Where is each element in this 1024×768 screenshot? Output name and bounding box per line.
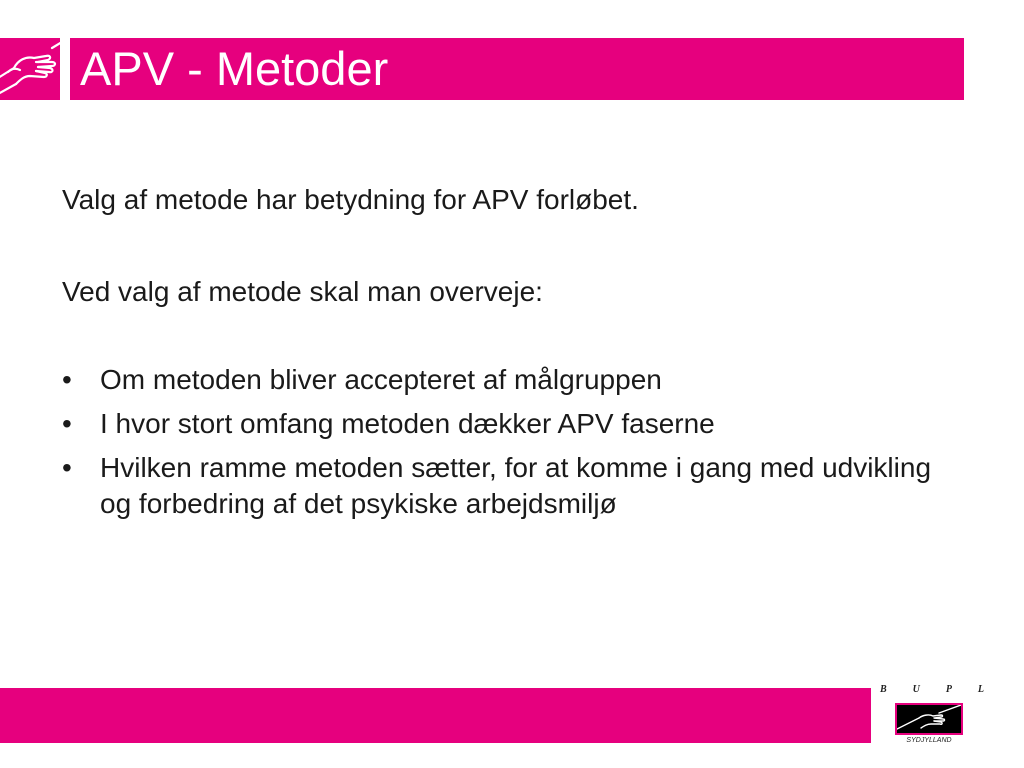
- bullet-text: I hvor stort omfang metoden dækker APV faserne: [100, 408, 715, 439]
- bullet-list: [62, 362, 962, 522]
- bullet-text: Hvilken ramme metoden sætter, for at komme i gang med udvikling og forbedring af det psykiske arbejdsmiljø: [100, 452, 932, 519]
- bullet-item: [62, 450, 962, 522]
- brand-letter: L: [977, 684, 984, 695]
- bullet-icon: •: [62, 364, 72, 395]
- intro-paragraph: Valg af metode har betydning for APV forløbet.: [62, 184, 639, 215]
- slide-content: [62, 182, 962, 530]
- handshake-logo-icon: [0, 38, 60, 100]
- brand-letter: U: [912, 684, 920, 695]
- slide-title: APV - Metoder: [80, 42, 389, 95]
- bullet-text: Om metoden bliver accepteret af målgruppen: [100, 364, 662, 395]
- bullet-icon: •: [62, 452, 72, 483]
- handshake-icon: [895, 703, 963, 735]
- brand-letters: [880, 684, 984, 695]
- bullet-item: [62, 406, 962, 442]
- bullet-item: [62, 362, 962, 398]
- bullet-icon: •: [62, 408, 72, 439]
- brand-letter: B: [880, 684, 887, 695]
- brand-letter: P: [945, 684, 952, 695]
- brand-region: SYDJYLLAND: [906, 737, 952, 744]
- bupl-brand-logo: [872, 684, 984, 764]
- footer-bar: [0, 688, 871, 743]
- consider-paragraph: Ved valg af metode skal man overveje:: [62, 276, 543, 307]
- title-bar: [70, 38, 964, 100]
